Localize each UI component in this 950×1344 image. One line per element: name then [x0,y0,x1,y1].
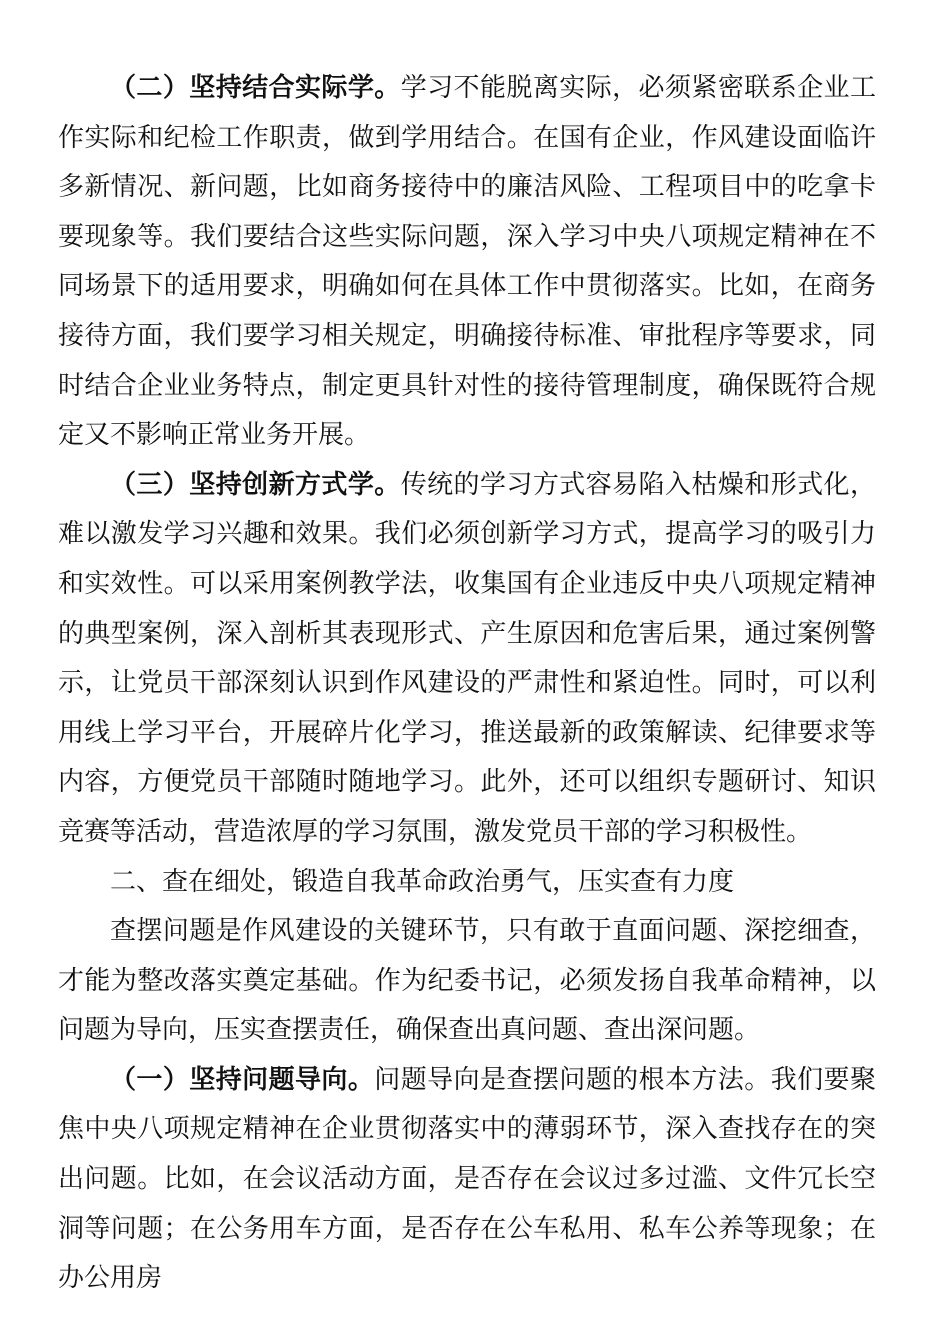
section-heading: 二、查在细处，锻造自我革命政治勇气，压实查有力度 [110,866,735,897]
paragraph-innovate-methods [58,461,876,858]
section-intro-paragraph: 查摆问题是作风建设的关键环节，只有敢于直面问题、深挖细查，才能为整改落实奠定基础。作为纪委书记，必须发扬自我革命精神，以问题为导向，压实查摆责任，确保查出真问题、查出深问题。 [58,916,876,1046]
paragraph-problem-orientation [58,1056,876,1304]
paragraph-lead-heading: （一）坚持问题导向。 [110,1064,375,1095]
paragraph-lead-heading: （三）坚持创新方式学。 [110,469,401,500]
paragraph-body-text: 学习不能脱离实际，必须紧密联系企业工作实际和纪检工作职责，做到学用结合。在国有企业，作风建设面临许多新情况、新问题，比如商务接待中的廉洁风险、工程项目中的吃拿卡要现象等。我们要结合这些实际问题，深入学习中央八项规定精神在不同场景下的适用要求，明确如何在具体工作中贯彻落实。比如，在商务接待方面，我们要学习相关规定，明确接待标准、审批程序等要求，同时结合企业业务特点，制定更具针对性的接待管理制度，确保既符合规定又不影响正常业务开展。 [58,73,876,451]
paragraph-lead-heading: （二）坚持结合实际学。 [110,73,401,103]
paragraph-body-text: 问题导向是查摆问题的根本方法。我们要聚焦中央八项规定精神在企业贯彻落实中的薄弱环节，深入查找存在的突出问题。比如，在会议活动方面，是否存在会议过多过滥、文件冗长空洞等问题；在公务用车方面，是否存在公车私用、私车公养等现象；在办公用房 [58,1064,876,1294]
paragraph-body-text: 传统的学习方式容易陷入枯燥和形式化，难以激发学习兴趣和效果。我们必须创新学习方式，提高学习的吸引力和实效性。可以采用案例教学法，收集国有企业违反中央八项规定精神的典型案例，深入剖析其表现形式、产生原因和危害后果，通过案例警示，让党员干部深刻认识到作风建设的严肃性和紧迫性。同时，可以利用线上学习平台，开展碎片化学习，推送最新的政策解读、纪律要求等内容，方便党员干部随时随地学习。此外，还可以组织专题研讨、知识竞赛等活动，营造浓厚的学习氛围，激发党员干部的学习积极性。 [58,469,876,847]
paragraph-combine-practice [58,64,876,461]
document-page [58,64,876,1304]
